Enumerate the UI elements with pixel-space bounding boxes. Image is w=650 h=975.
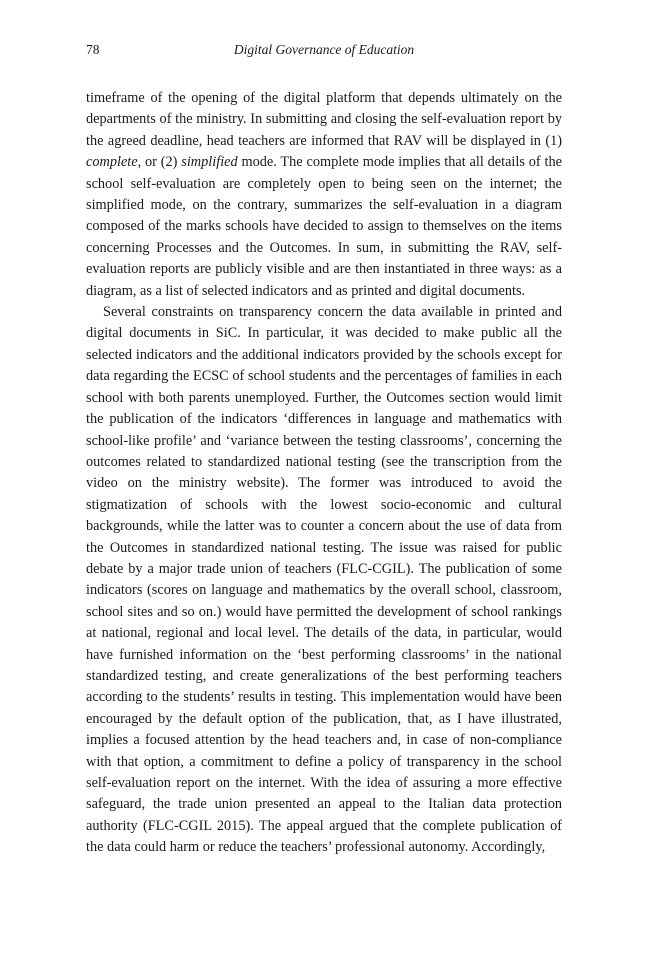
book-page (86, 42, 562, 859)
text-run: timeframe of the opening of the digital platform that depends ultimately on the departments of the ministry. In submitting and closing the self-evaluation report by the agreed deadline, head teachers are informed that RAV will be displayed in (1) (86, 90, 562, 149)
body-text (86, 88, 562, 859)
running-head (86, 42, 562, 68)
running-title: Digital Governance of Education (233, 42, 415, 57)
page-number: 78 (86, 42, 100, 57)
paragraph (86, 88, 562, 302)
emphasis-simplified: simplified (181, 154, 238, 171)
text-run: , or (2) (137, 154, 182, 171)
paragraph: Several constraints on transparency concern the data available in printed and digital documents in SiC. In particular, it was decided to make public all the selected indicators and the additional indicators provided by the schools except for data regarding the ECSC of school students and the percentages of families in each school with both parents unemployed. Further, the Outcomes section would limit the publication of the indicators ‘differences in language and mathematics with school-like profile’ and ‘variance between the testing classrooms’, concerning the outcomes related to standardized national testing (see the transcription from the video on the ministry website). The former was introduced to avoid the stigmatization of schools with the lowest socio-economic and cultural backgrounds, while the latter was to counter a concern about the use of data from the Outcomes in standardized national testing. The issue was raised for public debate by a major trade union of teachers (FLC-CGIL). The publication of some indicators (scores on language and mathematics by the overall school, classroom, school sites and so on.) would have permitted the development of school rankings at national, regional and local level. The details of the data, in particular, would have furnished information on the ‘best performing classrooms’ in the national standardized testing, and create generalizations of the best performing teachers according to the students’ results in testing. This implementation would have been encouraged by the default option of the publication, that, as I have illustrated, implies a focused attention by the head teachers and, in case of non-compliance with that option, a commitment to define a policy of transparency in the school self-evaluation report on the internet. With the idea of assuring a more effective safeguard, the trade union presented an appeal to the Italian data protection authority (FLC-CGIL 2015). The appeal argued that the complete publication of the data could harm or reduce the teachers’ professional autonomy. Accordingly, (86, 304, 562, 856)
emphasis-complete: complete (86, 154, 138, 171)
text-run: mode. The complete mode implies that all details of the school self-evaluation are completely open to being seen on the internet; the simplified mode, on the contrary, summarizes the self-evaluation in a diagram composed of the marks schools have decided to assign to themselves on the items concerning Processes and the Outcomes. In sum, in submitting the RAV, self-evaluation reports are publicly visible and are then instantiated in three ways: as a diagram, as a list of selected indicators and as printed and digital documents. (86, 154, 562, 299)
